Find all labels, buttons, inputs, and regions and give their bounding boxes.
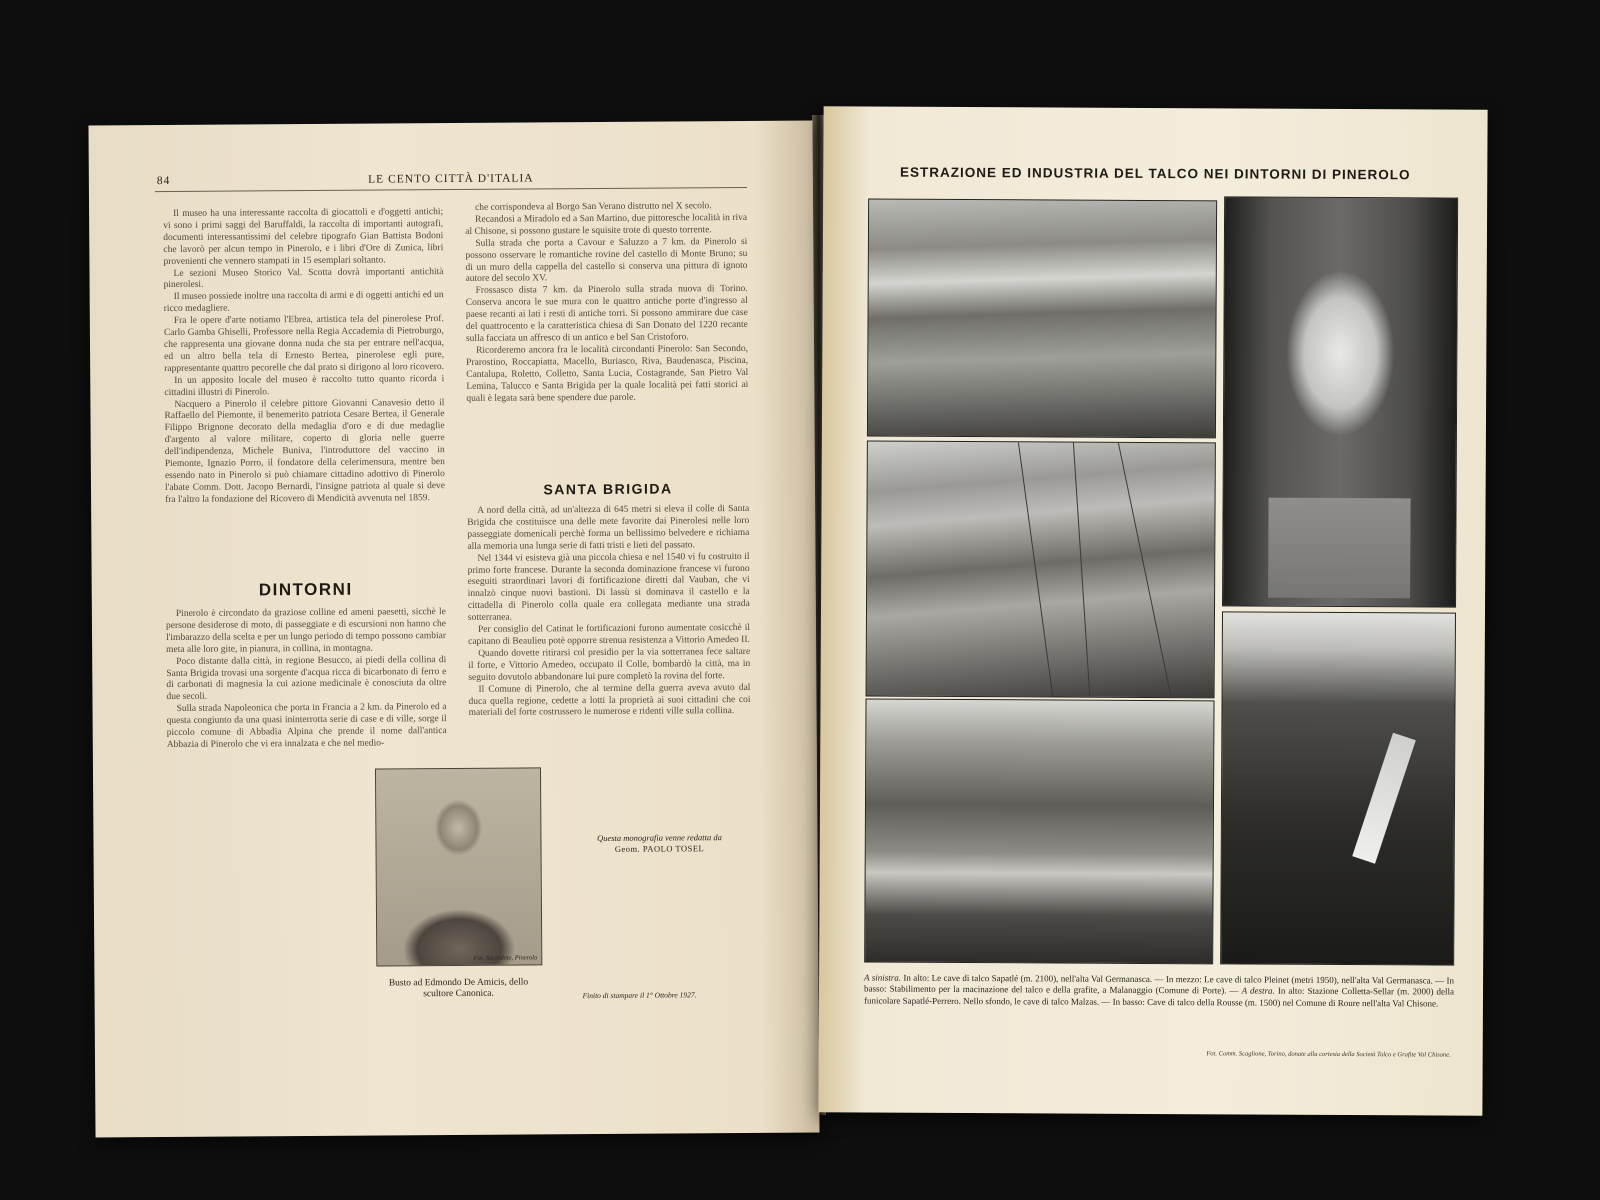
monograph-note xyxy=(559,832,759,855)
photo-detail-floor xyxy=(1268,498,1411,599)
page-number: 84 xyxy=(156,174,171,188)
paragraph: Nacquero a Pinerolo il celebre pittore Giovanni Canavesio detto il Raffaello del Piemonte, il benemerito patriota Cesare Bertea, il Generale Filippo Brignone decorato della medaglia d'oro e di due medaglie d'argento al valore militare, coperto di gloria nelle guerre dell'indipendenza, Michele Buniva, l'introduttore del vaccino in Piemonte, Ignazio Porro, il fondatore della celerimensura, mentre ben essendo nato in Pinerolo si può chiamare cittadino adottivo di Pinerolo l'abate Comm. Dott. Jacopo Bernardi, l'insigne patriota al quale si deve fra l'altro la fondazione del Ricovero di Mendicità avvenuta nel 1859. xyxy=(164,397,446,505)
portrait-photo-de-amicis-bust xyxy=(375,767,542,966)
text-column-2 xyxy=(465,201,748,405)
portrait-credit: Fot. Sacerdote, Pinerolo xyxy=(473,954,538,962)
monograph-note-text: Questa monografia venne redatta da xyxy=(597,832,722,844)
paragraph: Per consiglio del Catinat le fortificazioni furono aumentate cosicchè il capitano di Beaulieu potè opporre strenua resistenza a Vittorio Amedeo II. xyxy=(468,622,751,647)
print-date-note: Finito di stampare il 1° Ottobre 1927. xyxy=(582,990,697,1001)
portrait-caption xyxy=(356,977,560,1000)
section-heading-santa-brigida: SANTA BRIGIDA xyxy=(543,480,673,498)
caption-text-left: In alto: Le cave di talco Sapatlé (m. 2100), nell'alta Val Germanasca. — In mezzo: Le cave di talco Pleinet (metri 1950), nell'alta Val Germanasca. — In basso: Stabilimento per la macinazione del talco e della grafite, a Malanaggio (Comune di Porte). — xyxy=(863,972,1455,996)
cable-wire xyxy=(1073,443,1091,699)
paragraph: Recandosi a Miradolo ed a San Martino, due pittoresche località in riva al Chisone, si possono gustare le squisite trote di questo torrente. xyxy=(465,212,748,237)
paragraph: Fra le opere d'arte notiamo l'Ebrea, artistica tela del pinerolese Prof. Carlo Gamba Ghiselli, Professore nella Regia Accademia di Pietroburgo, che rappresenta una giovane donna nuda che sta per entrare nell'acqua, ed un altro bella tela di Ernesto Bertea, pinerolese egli pure, rappresentante quattro pecorelle che dal prato si dirigono al loro ricovero. xyxy=(163,314,445,374)
photo-malanaggio-plant xyxy=(864,698,1214,964)
right-page xyxy=(818,106,1487,1115)
text-column-1 xyxy=(163,207,445,507)
paragraph: Frossasco dista 7 km. da Pinerolo sulla strada nuova di Torino. Conserva ancora le sue mura con le quattro antiche porte d'ingresso al paese recanti ai lati i resti di antiche torri. Si possono ammirare due case del quattrocento e la caratteristica chiesa di San Donato del 1220 recante sulla facciata un affresco di un antico e bel San Cristoforo. xyxy=(465,284,748,344)
paragraph: Quando dovette ritirarsi col presidio per la via sotterranea fece saltare il forte, e Vittorio Amedeo, occupato il Colle, bombardò la città, ma in seguito dovutolo abbandonare lui pure completò la rovina del forte. xyxy=(468,646,751,683)
photo-credit: Fot. Comm. Scaglione, Torino, donate alla cortesia della Società Talco e Grafite Val Chisone. xyxy=(1206,1050,1451,1059)
caption-label-right: A destra. xyxy=(1241,985,1275,996)
paragraph: che corrispondeva al Borgo San Verano distrutto nel X secolo. xyxy=(475,201,712,213)
paragraph: Le sezioni Museo Storico Val. Scotta dovrà importanti antichità pinerolesi. xyxy=(163,266,444,291)
right-page-title: ESTRAZIONE ED INDUSTRIA DEL TALCO NEI DINTORNI DI PINEROLO xyxy=(899,164,1411,183)
paragraph: Sulla strada che porta a Cavour e Saluzzo a 7 km. da Pinerolo si possono osservare le romantiche rovine del castello di Monte Bruno; su di un muro della cappella del castello si conserva una pittura di ignoto autore del secolo XV. xyxy=(465,236,748,285)
photo-pleinet-quarries xyxy=(866,440,1216,698)
portrait-caption-line: scultore Canonica. xyxy=(423,988,494,1000)
paragraph: Il Comune di Pinerolo, che al termine della guerra aveva avuto dal duca quella regione, cedette a lotti la proprietà ai suoi cittadini che coi materiali del forte costrussero le numerose e ridenti ville sulla collina. xyxy=(468,682,751,719)
photo-rousse-quarries xyxy=(1220,611,1456,965)
cable-wire xyxy=(1018,442,1054,698)
photo-detail-waterfall xyxy=(1352,733,1416,864)
paragraph: Il museo ha una interessante raccolta di giocattoli e d'oggetti antichi; vi sono i primi saggi del Baruffaldi, la raccolta di importanti autografi, documenti interessantissimi del celebre tipografo Gian Battista Bodoni che lavorò per alcun tempo in Pinerolo, e i libri d'Ore di Zunica, libri provenienti che vennero stampati in 15 esemplari soltanto. xyxy=(163,207,444,267)
paragraph: Sulla strada Napoleonica che porta in Francia a 2 km. da Pinerolo ed a questa congiunto da una quasi ininterrotta serie di case e di ville, sorge il piccolo comune di Abbadia Alpina che prende il nome dall'antica Abbazia di Pinerolo che vi era innalzata e che nel medio- xyxy=(166,702,447,750)
paragraph: Ricorderemo ancora fra le località circondanti Pinerolo: San Secondo, Prarostino, Roccapiatta, Macello, Buriasco, Riva, Baudenasca, Piscina, Cantalupa, Roletto, Colletto, Santa Lucia, Costagrande, San Pietro Val Lemina, Talucco e Santa Brigida per la quale località pei fatti storici ai quali è legata sarà bene spendere due parole. xyxy=(466,343,749,404)
paragraph: Nel 1344 vi esisteva già una piccola chiesa e nel 1540 vi fu costruito il primo forte francese. Durante la seconda dominazione francese vi furono eseguiti straordinari lavori di fortificazione diretti dal Vauban, che vi innalzò cinque nuovi bastioni. Di lassù si dominava il castello e la cittadella di Pinerolo colla quale era collegata mediante una strada sotterranea. xyxy=(467,551,750,624)
left-page xyxy=(88,120,819,1137)
photo-cable-station-tunnel xyxy=(1222,196,1458,607)
paragraph: In un apposito locale del museo è raccolto tutto quanto ricorda i cittadini illustri di Pinerolo. xyxy=(164,373,445,398)
paragraph: A nord della città, ad un'altezza di 645 metri si eleva il colle di Santa Brigida che costituisce una delle mete favorite dai Pinerolesi nelle loro passeggiate domenicali perchè forma un bellissimo belvedere e richiama alla memoria una lunga serie di fatti tristi e lieti del passato. xyxy=(467,503,750,552)
paragraph: Poco distante dalla città, in regione Besucco, ai piedi della collina di Santa Brigida trovasi una sorgente d'acqua ricca di bicarbonato di ferro e di carbonati di magnesia la cui azione medicinale è conosciuta da oltre due secoli. xyxy=(166,654,447,703)
monograph-author: Geom. PAOLO TOSEL xyxy=(614,843,705,854)
text-column-dintorni xyxy=(166,607,447,752)
caption-label-left: A sinistra. xyxy=(864,972,902,983)
running-head-title: LE CENTO CITTÀ D'ITALIA xyxy=(368,172,534,186)
photos-caption xyxy=(864,972,1454,1009)
paragraph: Pinerolo è circondato da graziose colline ed ameni paesetti, sicchè le persone desiderose di moto, di passeggiate e di escursioni non hanno che l'imbarazzo della scelta e per un lungo periodo di tempo possono cambiar meta alle loro gite, in pianura, in collina, in montagna. xyxy=(165,607,447,655)
text-column-santa-brigida xyxy=(467,504,750,720)
photo-sapatle-quarries xyxy=(867,199,1217,439)
portrait-caption-line: Busto ad Edmondo De Amicis, dello xyxy=(388,977,529,989)
paragraph: Il museo possiede inoltre una raccolta di armi e di oggetti antichi ed un ricco medagliere. xyxy=(163,290,444,315)
running-head xyxy=(155,171,747,192)
caption-text-right: In alto: Stazione Colletta-Sellar (m. 2000) della funicolare Sapatlé-Perrero. Nello sfondo, le cave di talco Malzas. — In basso: Cave di talco della Rousse (m. 1500) nel Comune di Roure nell'alta Val Chisone. xyxy=(863,985,1455,1009)
cable-wire xyxy=(1118,443,1172,698)
section-heading-dintorni: DINTORNI xyxy=(258,579,353,600)
